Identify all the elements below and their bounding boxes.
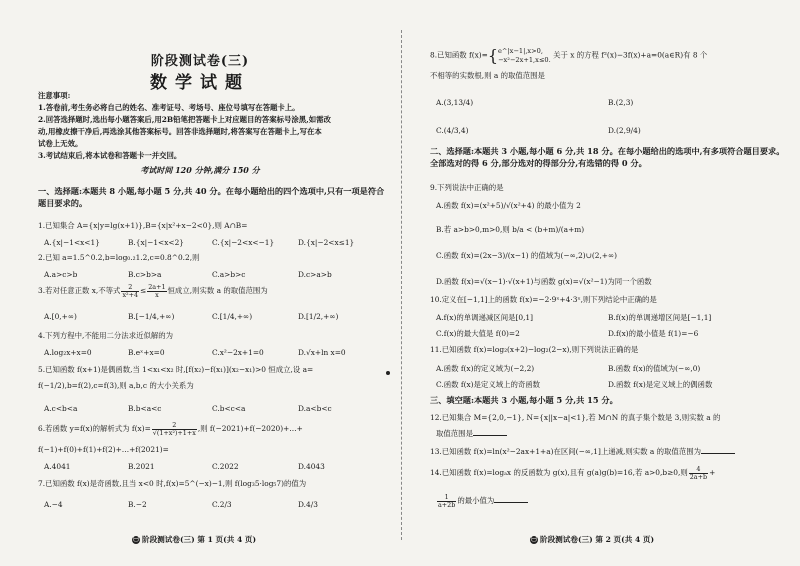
q3-option-c: C.[1/4,+∞)	[212, 312, 253, 321]
q8-text: 8.已知函数 f(x)=	[430, 50, 488, 60]
q8-option-a: A.(3,13/4)	[436, 98, 474, 107]
q14-fraction-2	[437, 494, 456, 508]
q1-option-a: A.{x|−1<x<1}	[44, 238, 100, 247]
q4-option-a: A.log₂x+x=0	[44, 348, 92, 357]
q14-f1-num: 4	[689, 466, 708, 474]
q6-option-a: A.4041	[44, 462, 71, 471]
question-10: 10.定义在[−1,1]上的函数 f(x)=−2·9ˣ+4·3ˣ,则下列结论中正确的是	[430, 295, 657, 304]
page-1-footer-text: 阶段测试卷(三) 第 1 页(共 4 页)	[142, 535, 257, 544]
q10-option-d: D.f(x)的最小值是 f(1)=−6	[608, 329, 699, 338]
q10-option-b: B.f(x)的单调递增区间是[−1,1]	[608, 313, 712, 322]
q14-fraction-1	[689, 466, 708, 480]
exam-time: 考试时间 120 分钟,满分 150 分	[140, 165, 260, 175]
q13-answer-blank[interactable]	[701, 453, 735, 454]
q1-option-b: B.{x|−1<x<2}	[128, 238, 184, 247]
question-1: 1.已知集合 A={x|y=lg(x+1)},B={x|x²+x−2<0},则 A∩B=	[38, 221, 248, 230]
q8-cases	[498, 47, 551, 63]
q7-option-a: A.−4	[44, 500, 63, 509]
q1-option-d: D.{x|−2<x≤1}	[298, 238, 355, 247]
page-2	[404, 0, 800, 566]
page-1-footer	[132, 534, 256, 545]
q12-text: 取值范围是	[436, 429, 473, 438]
q2-option-b: B.c>b>a	[128, 270, 162, 279]
q1-option-c: C.{x|−2<x<−1}	[212, 238, 275, 247]
q7-option-b: B.−2	[128, 500, 147, 509]
q3-option-a: A.[0,+∞)	[44, 312, 77, 321]
q4-option-d: D.√x+ln x=0	[298, 348, 346, 357]
q7-option-c: C.2/3	[212, 500, 232, 509]
question-14-line-1	[430, 466, 715, 480]
note-line: 3.考试结束后,将本试卷和答题卡一并交回。	[38, 151, 182, 160]
q12-answer-blank[interactable]	[473, 435, 507, 436]
q2-option-a: A.a>c>b	[44, 270, 78, 279]
q8-option-c: C.(4/3,4)	[436, 126, 469, 135]
notes-title: 注意事项:	[38, 91, 71, 100]
question-9: 9.下列说法中正确的是	[430, 183, 504, 192]
question-6-line-2: f(−1)+f(0)+f(1)+f(2)+…+f(2021)=	[38, 445, 169, 454]
section-1-heading: 一、选择题:本题共 8 小题,每小题 5 分,共 40 分。在每小题给出的四个选项中,只有一项是符合题目要求的。	[38, 186, 385, 208]
q6-num: 2	[152, 422, 197, 430]
q14-text: 14.已知函数 f(x)=logₐx 的反函数为 g(x),且有 g(a)g(b)=16,若 a>0,b≥0,则	[430, 468, 688, 478]
question-5-line-1: 5.已知函数 f(x+1)是偶函数,当 1<x₁<x₂ 时,[f(x₂)−f(x₁)](x₂−x₁)>0 恒成立,设 a=	[38, 365, 314, 374]
q3-f1-num: 2	[121, 284, 139, 292]
q5-option-a: A.c<b<a	[44, 404, 78, 413]
question-14-line-2	[436, 494, 528, 508]
note-line: 1.答卷前,考生务必将自己的姓名、准考证号、考场号、座位号填写在答题卡上。	[38, 103, 300, 112]
question-11: 11.已知函数 f(x)=log₂(x+2)−log₂(2−x),则下列说法正确的是	[430, 345, 639, 354]
q7-option-d: D.4/3	[298, 500, 318, 509]
question-8-line-1	[430, 46, 707, 65]
q6-option-d: D.4043	[298, 462, 325, 471]
q10-option-a: A.f(x)的单调递减区间是[0,1]	[436, 313, 534, 322]
q14-f1-den: 2a+b	[689, 472, 708, 481]
question-13	[430, 448, 735, 457]
q8-case-1: e^|x−1|,x>0,	[498, 47, 543, 56]
q3-relation: ≤	[140, 286, 147, 296]
q6-text-end: ,则 f(−2021)+f(−2020)+…+	[197, 424, 303, 434]
question-4: 4.下列方程中,不能用二分法求近似解的为	[38, 331, 174, 340]
page-2-footer-text: 阶段测试卷(三) 第 2 页(共 4 页)	[540, 535, 655, 544]
q8-case-2: −x²−2x+1,x≤0.	[498, 55, 551, 64]
q14-text-end: 的最小值为	[457, 496, 495, 506]
piecewise-brace-icon: {	[487, 46, 499, 65]
q5-option-c: C.b<c<a	[212, 404, 246, 413]
section-2-heading: 二、选择题:本题共 3 小题,每小题 6 分,共 18 分。在每小题给出的选项中,有多项符合题目要求。全部选对的得 6 分,部分选对的得部分分,有选错的得 0 分。	[430, 146, 785, 168]
page-2-footer	[530, 534, 654, 545]
q3-f2-num: 2a+1	[148, 283, 166, 291]
q6-fraction	[152, 422, 197, 436]
q11-option-d: D.函数 f(x)是定义域上的偶函数	[608, 380, 713, 389]
section-3-heading: 三、填空题:本题共 3 小题,每小题 5 分,共 15 分。	[430, 395, 618, 405]
q9-option-b: B.若 a>b>0,m>0,则 b/a < (b+m)/(a+m)	[436, 225, 585, 234]
q11-option-a: A.函数 f(x)的定义域为(−2,2)	[436, 364, 535, 373]
q6-den: √(1+x²)+1+x	[152, 428, 196, 437]
q14-answer-blank[interactable]	[494, 502, 528, 503]
exam-title: 阶段测试卷(三)	[150, 54, 250, 69]
q14-f2-den: a+2b	[438, 500, 456, 509]
q3-fraction-2	[147, 284, 166, 298]
note-line: 2.回答选择题时,选出每小题答案后,用2B铅笔把答题卡上对应题目的答案标号涂黑,如需改	[38, 115, 331, 124]
q8-text-end: 关于 x 的方程 f²(x)−3f(x)+a=0(a∈R)有 8 个	[553, 50, 708, 60]
q14-f2-num: 1	[437, 494, 456, 502]
q9-option-c: C.函数 f(x)=(2x−3)/(x−1) 的值域为(−∞,2)∪(2,+∞)	[436, 251, 618, 260]
question-6-line-1	[38, 422, 303, 436]
q3-text-end: 恒成立,则实数 a 的取值范围为	[167, 286, 268, 296]
q5-option-d: D.a<b<c	[298, 404, 332, 413]
q10-option-c: C.f(x)的最大值是 f(0)=2	[436, 329, 520, 338]
q3-option-d: D.[1/2,+∞)	[298, 312, 339, 321]
q3-text: 3.若对任意正数 x,不等式	[38, 286, 121, 296]
q9-option-a: A.函数 f(x)=(x²+5)/√(x²+4) 的最小值为 2	[436, 201, 581, 210]
question-12-line-1: 12.已知集合 M={2,0,−1}, N={x||x−a|<1},若 M∩N 的真子集个数是 3,则实数 a 的	[430, 413, 721, 422]
brand-logo-icon: ㊀	[132, 536, 139, 543]
page-divider	[401, 30, 402, 540]
q3-f1-den: x²+4	[122, 290, 139, 299]
q9-option-d: D.函数 f(x)=√(x−1)·√(x+1)与函数 g(x)=√(x²−1)为同一个函数	[436, 277, 652, 286]
q6-option-b: B.2021	[128, 462, 155, 471]
q4-option-b: B.eˣ+x=0	[128, 348, 165, 357]
q6-option-c: C.2022	[212, 462, 239, 471]
question-2: 2.已知 a=1.5^0.2,b=log₀.₂1.2,c=0.8^0.2,则	[38, 253, 200, 262]
q2-option-d: D.c>a>b	[298, 270, 332, 279]
brand-logo-icon: ㊀	[530, 536, 537, 543]
note-line: 试卷上无效。	[38, 139, 83, 148]
q2-option-c: C.a>b>c	[212, 270, 246, 279]
q13-text: 13.已知函数 f(x)=ln(x²−2ax+1+a)在区间(−∞,1]上递减,则实数 a 的取值范围为	[430, 447, 701, 456]
q4-option-c: C.x²−2x+1=0	[212, 348, 264, 357]
q11-option-c: C.函数 f(x)是定义域上的奇函数	[436, 380, 541, 389]
q8-option-d: D.(2,9/4)	[608, 126, 641, 135]
note-line: 动,用橡皮擦干净后,再选涂其他答案标号。回答非选择题时,将答案写在答题卡上,写在本	[38, 127, 322, 136]
q11-option-b: B.函数 f(x)的值域为(−∞,0)	[608, 364, 701, 373]
exam-subtitle: 数学试题	[150, 73, 250, 93]
q6-text: 6.若函数 y=f(x)的解析式为 f(x)=	[38, 424, 151, 434]
q3-option-b: B.[−1/4,+∞)	[128, 312, 175, 321]
question-8-line-2: 不相等的实数根,则 a 的取值范围是	[430, 71, 545, 80]
q14-plus: +	[709, 468, 716, 478]
q8-option-b: B.(2,3)	[608, 98, 634, 107]
question-12-line-2	[436, 430, 507, 439]
q3-f2-den: x	[155, 290, 159, 299]
question-5-line-2: f(−1/2),b=f(2),c=f(3),则 a,b,c 的大小关系为	[38, 381, 194, 390]
q5-option-b: B.b<a<c	[128, 404, 162, 413]
question-7: 7.已知函数 f(x)是奇函数,且当 x<0 时,f(x)=5^(−x)−1,则 f(log₃5·log₅7)的值为	[38, 479, 307, 488]
q3-fraction-1	[121, 284, 139, 298]
question-3	[38, 284, 268, 298]
